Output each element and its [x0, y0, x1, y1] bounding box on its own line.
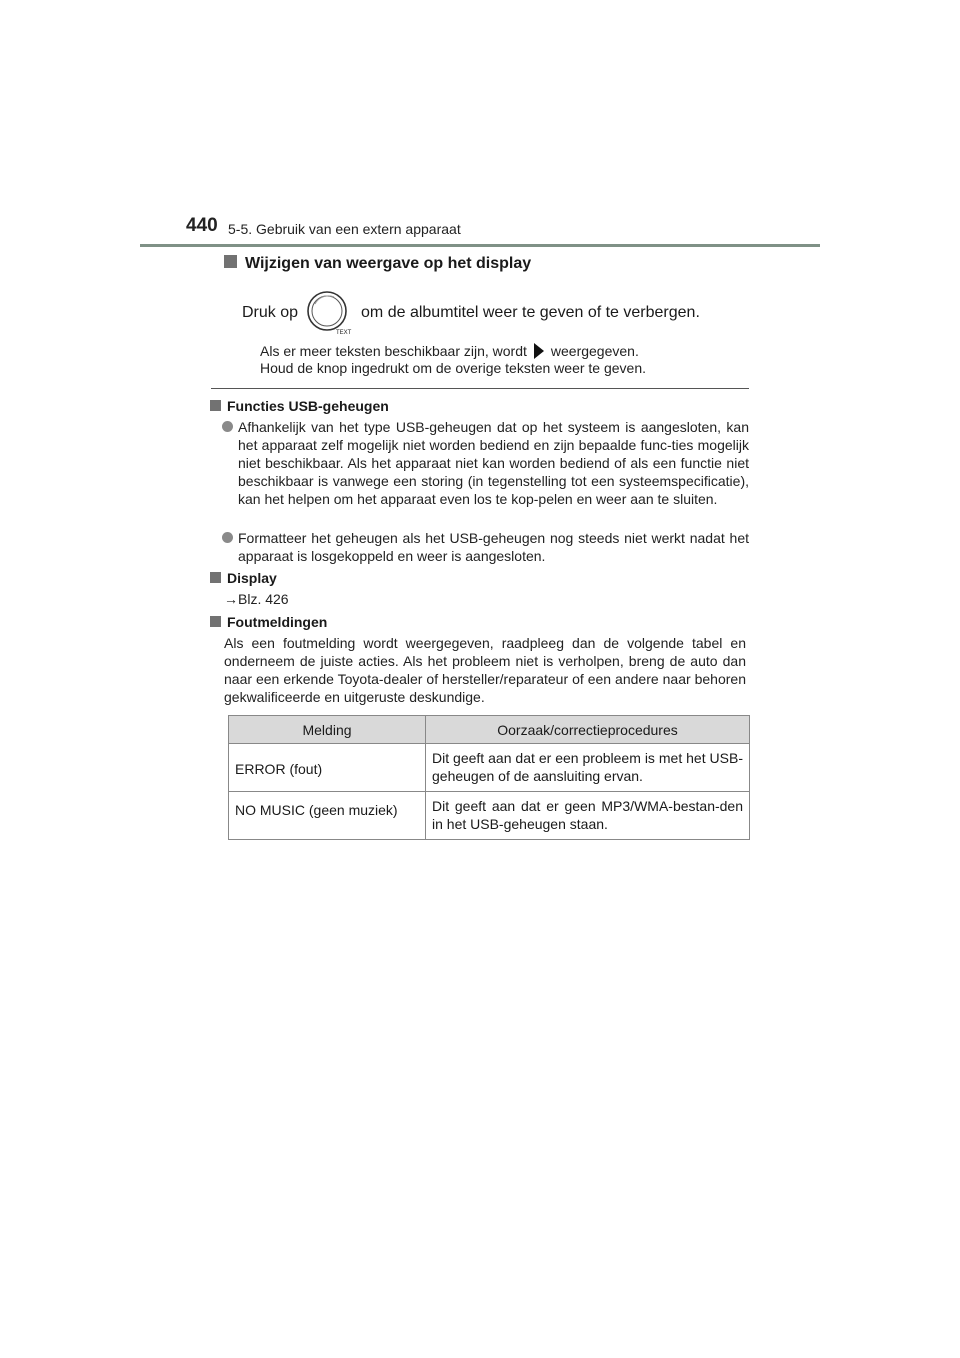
note-line-2: Houd de knop ingedrukt om de overige teksten weer te geven.	[260, 360, 647, 376]
display-heading-text: Display	[227, 570, 277, 586]
chapter-title: 5-5. Gebruik van een extern apparaat	[228, 221, 461, 237]
display-heading	[210, 570, 277, 586]
usb-heading	[210, 398, 389, 414]
table-header-message: Melding	[229, 716, 426, 744]
errors-heading-text: Foutmeldingen	[227, 614, 328, 630]
more-arrow-icon	[533, 342, 545, 360]
round-bullet-icon	[222, 421, 233, 432]
errors-heading	[210, 614, 327, 630]
errors-intro: Als een foutmelding wordt weergegeven, raadpleeg dan de volgende tabel en onderneem de juiste acties. Als het probleem niet is verholpen, breng de auto dan naar een erkende Toyota-dealer of hersteller/reparateur of een andere naar behoren gekwalificeerde en uitgeruste deskundige.	[224, 635, 746, 705]
note-line-1	[260, 342, 639, 360]
table-cell-cause: Dit geeft aan dat er een probleem is met het USB-geheugen of de aansluiting ervan.	[426, 744, 750, 792]
usb-bullet-2-text: Formatteer het geheugen als het USB-geheugen nog steeds niet werkt nadat het apparaat is losgekoppeld en weer is aangesloten.	[238, 530, 749, 564]
instruction-before: Druk op	[242, 304, 299, 321]
table-row	[229, 792, 750, 840]
instruction-after: om de albumtitel weer te geven of te verbergen.	[361, 304, 700, 321]
header-rule	[140, 244, 820, 247]
square-bullet-icon	[210, 572, 221, 583]
usb-bullet-1	[222, 418, 749, 508]
table-cell-cause: Dit geeft aan dat er geen MP3/WMA-bestan-den in het USB-geheugen staan.	[426, 792, 750, 840]
table-row	[229, 744, 750, 792]
page-header	[186, 215, 826, 245]
instruction-line	[242, 288, 700, 338]
section-divider	[211, 388, 749, 389]
note-line-1-after: weergegeven.	[550, 343, 639, 359]
table-cell-message: NO MUSIC (geen muziek)	[229, 792, 426, 840]
section-title	[224, 255, 531, 273]
text-knob-icon	[306, 290, 352, 336]
table-header-row	[229, 716, 750, 744]
usb-bullet-1-text: Afhankelijk van het type USB-geheugen dat op het systeem is aangesloten, kan het apparaat zelf mogelijk niet worden bediend en zijn bepaalde func-ties mogelijk niet beschikbaar. Als het apparaat niet kan worden bediend of als een functie niet beschikbaar is vanwege een storing (in tegenstelling tot een systeemspecificatie), kan het helpen om het apparaat even los te kop-pelen en weer aan te sluiten.	[238, 419, 749, 507]
square-bullet-icon	[224, 255, 237, 268]
square-bullet-icon	[210, 616, 221, 627]
table-header-cause: Oorzaak/correctieprocedures	[426, 716, 750, 744]
usb-bullet-2	[222, 529, 749, 565]
round-bullet-icon	[222, 532, 233, 543]
knob-label: TEXT	[336, 330, 352, 336]
display-page-ref[interactable]: →Blz. 426	[224, 591, 289, 607]
square-bullet-icon	[210, 400, 221, 411]
table-cell-message: ERROR (fout)	[229, 744, 426, 792]
usb-heading-text: Functies USB-geheugen	[227, 398, 389, 414]
note-line-1-before: Als er meer teksten beschikbaar zijn, wordt	[260, 343, 527, 359]
section-title-text: Wijzigen van weergave op het display	[245, 255, 532, 272]
page-number: 440	[186, 215, 218, 236]
error-message-table	[228, 715, 750, 840]
